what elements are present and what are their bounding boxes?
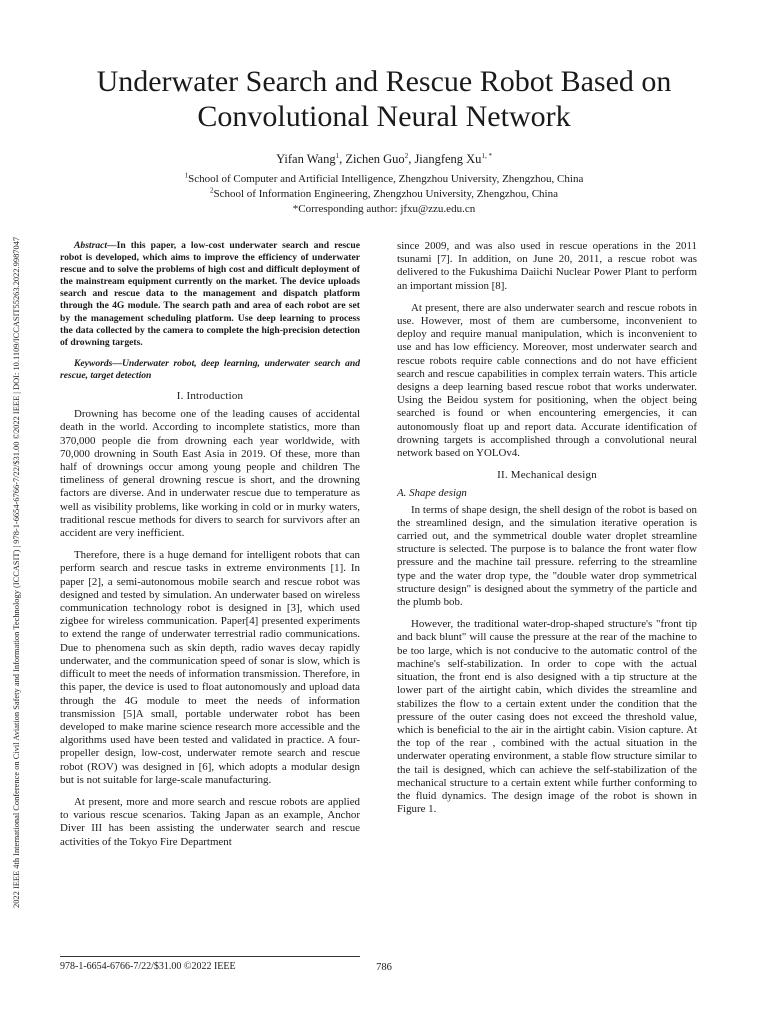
section-heading-mechanical-design: II. Mechanical design: [497, 469, 597, 482]
affiliation-2: [60, 187, 708, 202]
body-paragraph: At present, there are also underwater search and rescue robots in use. However, most of them are cumbersome, inconvenient to deploy and require manual manipulation, which is inconvenient to use and has low efficiency. Moreover, most underwater search and rescue robots require cable connections and do not have efficient search and rescue capabilities in complex terrain waters. This article designs a deep learning based rescue robot that works underwater. Using the Beidou system for positioning, when the object being searched is found or when encountering emergencies, it can autonomously float up and report data. Accurate identification of drowning targets is accomplished through a convolutional neural network based on YOLOv4.: [397, 301, 697, 460]
body-paragraph: Therefore, there is a huge demand for intelligent robots that can perform search and rescue tasks in extreme environments [1]. In paper [2], a semi-autonomous mobile search and rescue robot was designed and tested by simulation. An underwater based on wireless communication technology robot is designed in [3], which used zigbee for wireless communication. Paper[4] presented experiments to extend the range of underwater terrestrial radio communications. Due to phenomena such as skin depth, radio waves decay rapidly underwater, and the communication speed of sonar is slow, which is difficult to meet the needs of information transmission. Therefore, in this paper, the device is used to float autonomously and upload data through the 4G module to meet the needs of information transmission [5]A small, portable underwater robot has been developed to make marine science research more accessible and the algorithms used have been tested and validated in practice. A four-propeller design, low-cost, underwater remote search and rescue robot (ROV) was designed in [6], which adopts a modular design but is not suitable for large-scale manufacturing.: [60, 549, 360, 786]
right-column: [397, 240, 697, 825]
abstract-text: In this paper, a low-cost underwater search and rescue robot is developed, which aims to improve the efficiency of underwater rescue and to solve the problems of high cost and difficult deployment of the mainstream equipment currently on the market. The device uploads search and rescue data to the management and dispatch platform through the 4G module. The search path and area of each robot are set by the management scheduling platform. Use deep learning to process the data collected by the camera to complete the high-precision detection of drowning targets.: [60, 240, 360, 348]
author-sup: 1: [335, 151, 340, 160]
body-paragraph: since 2009, and was also used in rescue operations in the 2011 tsunami [7]. In addition, on June 20, 2011, a rescue robot was delivered to the Fukushima Daiichi Nuclear Power Plant to perform an important mission [8].: [397, 240, 697, 292]
paper-title: [60, 64, 708, 134]
body-paragraph: Drowning has become one of the leading causes of accidental death in the world. According to incomplete statistics, more than 370,000 people die from drowning each year worldwide, with 70,000 drowning in South East Asia in 2019. Of these, more than half of drownings occur among young people and children The timeliness of general drowning rescue is short, and the drowning factors are diverse. And in underwater rescue due to temperature as well as visibility problems, like working in cold or in murky waters, traditional rescue methods for divers to search for survivors after an accident are very inefficient.: [60, 408, 360, 540]
left-column: [60, 240, 360, 858]
body-paragraph: At present, more and more search and rescue robots are applied to various rescue scenarios. Taking Japan as an example, Anchor Diver III has been assisting the underwater search and rescue activities of the Tokyo Fire Department: [60, 795, 360, 848]
title-line-2: Convolutional Neural Network: [197, 100, 571, 133]
abstract-lead: Abstract—: [74, 240, 117, 251]
affiliation-text: School of Computer and Artificial Intelligence, Zhengzhou University, Zhengzhou, China: [188, 173, 584, 185]
section-heading-introduction: I. Introduction: [176, 390, 244, 403]
abstract: [60, 240, 360, 349]
body-paragraph: However, the traditional water-drop-shaped structure's "front tip and back blunt" will cause the pressure at the rear of the machine to be too large, which is not conducive to the automatic control of the machine's self-stabilization. In order to cope with the actual situation, the front end is also designed with a tip structure at the lower part of the airtight cabin, which divides the streamline and stabilizes the flow to a certain extent under the condition that the pressure of the outer casing does not exceed the threshold value, which is beneficial to the air in the airtight cabin. Vision capture. At the top of the rear , combined with the actual situation in the underwater operating environment, a stable flow structure similar to the tail is designed, which can achieve the self-stabilization of the mechanical structure to a certain extent while further conforming to the fluid dynamics. The design image of the robot is shown in Figure 1.: [397, 618, 697, 816]
subsection-heading-shape-design: A. Shape design: [397, 487, 467, 500]
affiliations: [60, 172, 708, 217]
author-sup: 1, *: [481, 151, 492, 160]
sidebar-citation: 2022 IEEE 4th International Conference on Civil Aviation Safety and Information Technology (ICCASIT) | 978-1-6654-6766-7/22/$31.00 ©2022 IEEE | DOI: 10.1109/ICCASIT55263.2022.9987047: [12, 236, 21, 908]
affiliation-sup: 2: [210, 186, 214, 195]
author-sup: 2: [404, 151, 409, 160]
footer-copyright: 978-1-6654-6766-7/22/$31.00 ©2022 IEEE: [60, 956, 360, 972]
author-name: Yifan Wang: [276, 152, 336, 166]
title-line-1: Underwater Search and Rescue Robot Based on: [96, 65, 672, 98]
affiliation-sup: 1: [184, 171, 189, 180]
author-sep: ,: [339, 152, 346, 166]
author-name: Zichen Guo: [345, 152, 405, 166]
page-number: 786: [376, 962, 392, 973]
corresponding-author: *Corresponding author: jfxu@zzu.edu.cn: [292, 203, 476, 215]
keywords: Keywords—Underwater robot, deep learning, underwater search and rescue, target detection: [60, 357, 360, 381]
body-paragraph: In terms of shape design, the shell design of the robot is based on the streamlined design, and the simulation iterative operation is carried out, and the symmetrical double water droplet streamline structure is selected. The purpose is to balance the front water flow pressure and the machine tail pressure. referring to the streamline type and the water drop type, the "double water drop symmetrical structure design" is designed about the symmetry of the particle and the plumb bob.: [397, 503, 697, 609]
author-name: Jiangfeng Xu: [414, 152, 482, 166]
author-list: [60, 152, 708, 167]
affiliation-1: [60, 172, 708, 187]
affiliation-text: School of Information Engineering, Zhengzhou University, Zhengzhou, China: [213, 188, 558, 200]
author-sep: ,: [408, 152, 415, 166]
